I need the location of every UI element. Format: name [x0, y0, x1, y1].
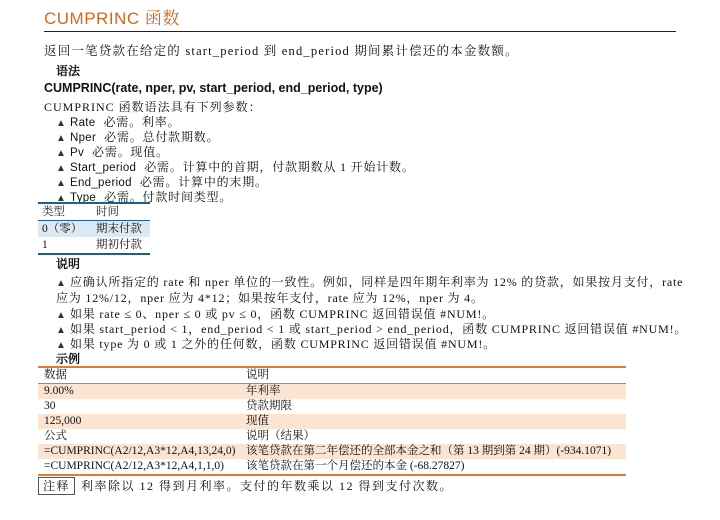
- table-cell: 公式: [44, 430, 67, 442]
- table-cell: 125,000: [44, 415, 82, 427]
- table-header-cell: 数据: [44, 369, 67, 381]
- triangle-bullet-icon: ▲: [56, 325, 67, 336]
- table-row: [38, 237, 150, 255]
- remark-text: 如果 type 为 0 或 1 之外的任何数，函数 CUMPRINC 返回错误值 #NUM!。: [70, 337, 496, 351]
- param-name: Pv: [70, 147, 85, 159]
- table-header-row: [38, 366, 626, 384]
- triangle-bullet-icon: ▲: [56, 133, 67, 144]
- title-divider: [44, 31, 676, 32]
- param-desc: 必需。利率。: [103, 115, 181, 129]
- param-desc: 必需。现值。: [92, 145, 169, 159]
- param-desc: 必需。付款时间类型。: [104, 190, 233, 204]
- triangle-bullet-icon: ▲: [56, 163, 67, 174]
- triangle-bullet-icon: ▲: [56, 148, 67, 159]
- table-row: [38, 221, 150, 237]
- table-cell: 该笔贷款在第二年偿还的全部本金之和（第 13 期到第 24 期）(-934.1071): [246, 445, 612, 457]
- syntax-line: CUMPRINC(rate, nper, pv, start_period, end_period, type): [44, 81, 383, 95]
- table-row: [38, 444, 626, 459]
- table-cell: 9.00%: [44, 385, 74, 397]
- param-desc: 必需。计算中的首期，付款期数从 1 开始计数。: [144, 160, 415, 174]
- param-desc: 必需。总付款期数。: [104, 130, 220, 144]
- note-text: 利率除以 12 得到月利率。支付的年数乘以 12 得到支付次数。: [81, 479, 454, 493]
- table-cell: 期初付款: [96, 239, 142, 251]
- table-row: [38, 459, 626, 476]
- example-table: [38, 366, 626, 476]
- table-header-cell: 类型: [42, 206, 65, 218]
- triangle-bullet-icon: ▲: [56, 310, 67, 321]
- table-cell: 现值: [246, 415, 269, 427]
- table-header-cell: 说明: [246, 369, 269, 381]
- param-name: End_period: [70, 177, 132, 189]
- table-cell: 说明（结果）: [246, 430, 315, 442]
- table-header-cell: 时间: [96, 206, 119, 218]
- remark-text: 应确认所指定的 rate 和 nper 单位的一致性。例如，同样是四年期年利率为 12% 的贷款，如果按月支付，rate: [70, 275, 684, 289]
- table-row: [38, 384, 626, 399]
- table-cell: 1: [42, 239, 48, 251]
- table-row: [38, 414, 626, 429]
- page-title: CUMPRINC 函数: [44, 9, 180, 28]
- note-line: [38, 477, 453, 494]
- table-row: [38, 429, 626, 444]
- params-intro: CUMPRINC 函数语法具有下列参数：: [44, 100, 262, 114]
- table-cell: =CUMPRINC(A2/12,A3*12,A4,13,24,0): [44, 445, 236, 457]
- remark-continuation: 应为 12%/12，nper 应为 4*12；如果按年支付，rate 应为 12%，nper 为 4。: [56, 291, 484, 305]
- param-name: Type: [70, 192, 97, 204]
- table-cell: 30: [44, 400, 56, 412]
- param-name: Nper: [70, 132, 97, 144]
- triangle-bullet-icon: ▲: [56, 118, 67, 129]
- remark-text: 如果 start_period < 1，end_period < 1 或 start_period > end_period，函数 CUMPRINC 返回错误值 #NUM!。: [70, 322, 688, 336]
- table-cell: =CUMPRINC(A2/12,A3*12,A4,1,1,0): [44, 460, 224, 472]
- table-row: [38, 399, 626, 414]
- param-name: Rate: [70, 117, 96, 129]
- table-cell: 该笔贷款在第一个月偿还的本金 (-68.27827): [246, 460, 465, 472]
- triangle-bullet-icon: ▲: [56, 340, 67, 351]
- remark-item: [56, 273, 683, 290]
- triangle-bullet-icon: ▲: [56, 178, 67, 189]
- triangle-bullet-icon: ▲: [56, 193, 67, 204]
- type-table: [38, 202, 150, 255]
- param-desc: 必需。计算中的末期。: [139, 175, 268, 189]
- note-label: 注释: [38, 477, 75, 495]
- table-header-row: [38, 202, 150, 221]
- table-cell: 年利率: [246, 385, 281, 397]
- remarks-heading: 说明: [56, 257, 81, 271]
- table-cell: 期末付款: [96, 223, 142, 235]
- syntax-heading: 语法: [56, 64, 81, 78]
- table-cell: 贷款期限: [246, 400, 292, 412]
- example-heading: 示例: [56, 352, 81, 366]
- param-name: Start_period: [70, 162, 137, 174]
- table-cell: 0（零）: [42, 223, 83, 235]
- remark-item: [56, 335, 496, 352]
- triangle-bullet-icon: ▲: [56, 278, 67, 289]
- intro-text: 返回一笔贷款在给定的 start_period 到 end_period 期间累计偿还的本金数额。: [44, 44, 519, 58]
- remark-text: 如果 rate ≤ 0、nper ≤ 0 或 pv ≤ 0，函数 CUMPRINC 返回错误值 #NUM!。: [70, 307, 495, 321]
